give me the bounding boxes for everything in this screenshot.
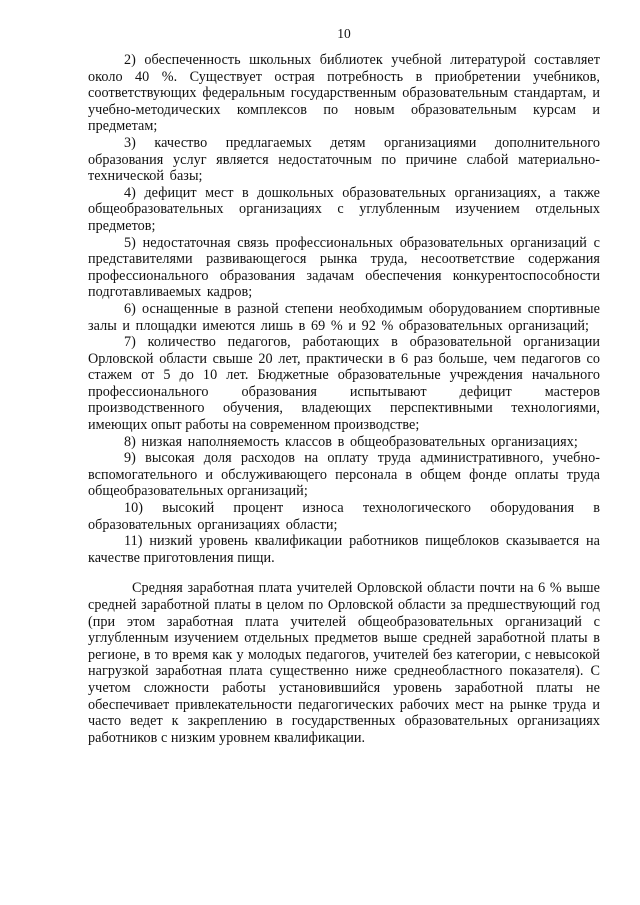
list-item-9: 9) высокая доля расходов на оплату труда административного, учебно-вспомогательного и обслуживающего персонала в общем фонде оплаты труда общеобразовательных организаций;: [88, 450, 600, 500]
list-item-5: 5) недостаточная связь профессиональных образовательных организаций с представителями развивающегося рынка труда, несоответствие содержания профессионального образования задачам обеспечения конкурентоспособности подготавливаемых кадров;: [88, 234, 600, 301]
list-item-6: 6) оснащенные в разной степени необходимым оборудованием спортивные залы и площадки имеются лишь в 69 % и 92 % образовательных организаций;: [88, 300, 600, 334]
list-item-7: 7) количество педагогов, работающих в образовательной организации Орловской области свыше 20 лет, практически в 6 раз больше, чем педагогов со стажем от 5 до 10 лет. Бюджетные образовательные учреждения начального профессионального образования испытывают дефицит мастеров производственного обучения, владеющих перспективными технологиями, имеющих опыт работы на современном производстве;: [88, 334, 600, 434]
list-item-10: 10) высокий процент износа технологического оборудования в образовательных организациях области;: [88, 500, 600, 533]
document-page: [88, 26, 600, 746]
closing-paragraph: Средняя заработная плата учителей Орловской области почти на 6 % выше средней заработной платы в целом по Орловской области за предшествующий год (при этом заработная плата учителей общеобразовательных организаций с углубленным изучением отдельных предметов выше средней заработной платы в регионе, в то время как у молодых педагогов, учителей без категории, с невысокой нагрузкой заработная плата существенно ниже среднеобластного показателя). С учетом сложности работы установившийся уровень заработной платы не обеспечивает привлекательности педагогических рабочих мест на рынке труда и часто ведет к закреплению в государственных образовательных организациях работников с низким уровнем квалификации.: [88, 580, 600, 746]
list-item-4: 4) дефицит мест в дошкольных образовательных организациях, а также общеобразовательных организациях с углубленным изучением отдельных предметов;: [88, 184, 600, 234]
list-item-2: 2) обеспеченность школьных библиотек учебной литературой составляет около 40 %. Существует острая потребность в приобретении учебников, соответствующих федеральным государственным образовательным стандартам, и учебно-методических комплексов по новым образовательным курсам и предметам;: [88, 52, 600, 135]
list-item-11: 11) низкий уровень квалификации работников пищеблоков сказывается на качестве приготовления пищи.: [88, 533, 600, 566]
list-item-8: 8) низкая наполняемость классов в общеобразовательных организациях;: [124, 433, 578, 450]
list-item-3: 3) качество предлагаемых детям организациями дополнительного образования услуг является недостаточным по причине слабой материально-технической базы;: [88, 134, 600, 185]
page-number: 10: [337, 26, 351, 41]
